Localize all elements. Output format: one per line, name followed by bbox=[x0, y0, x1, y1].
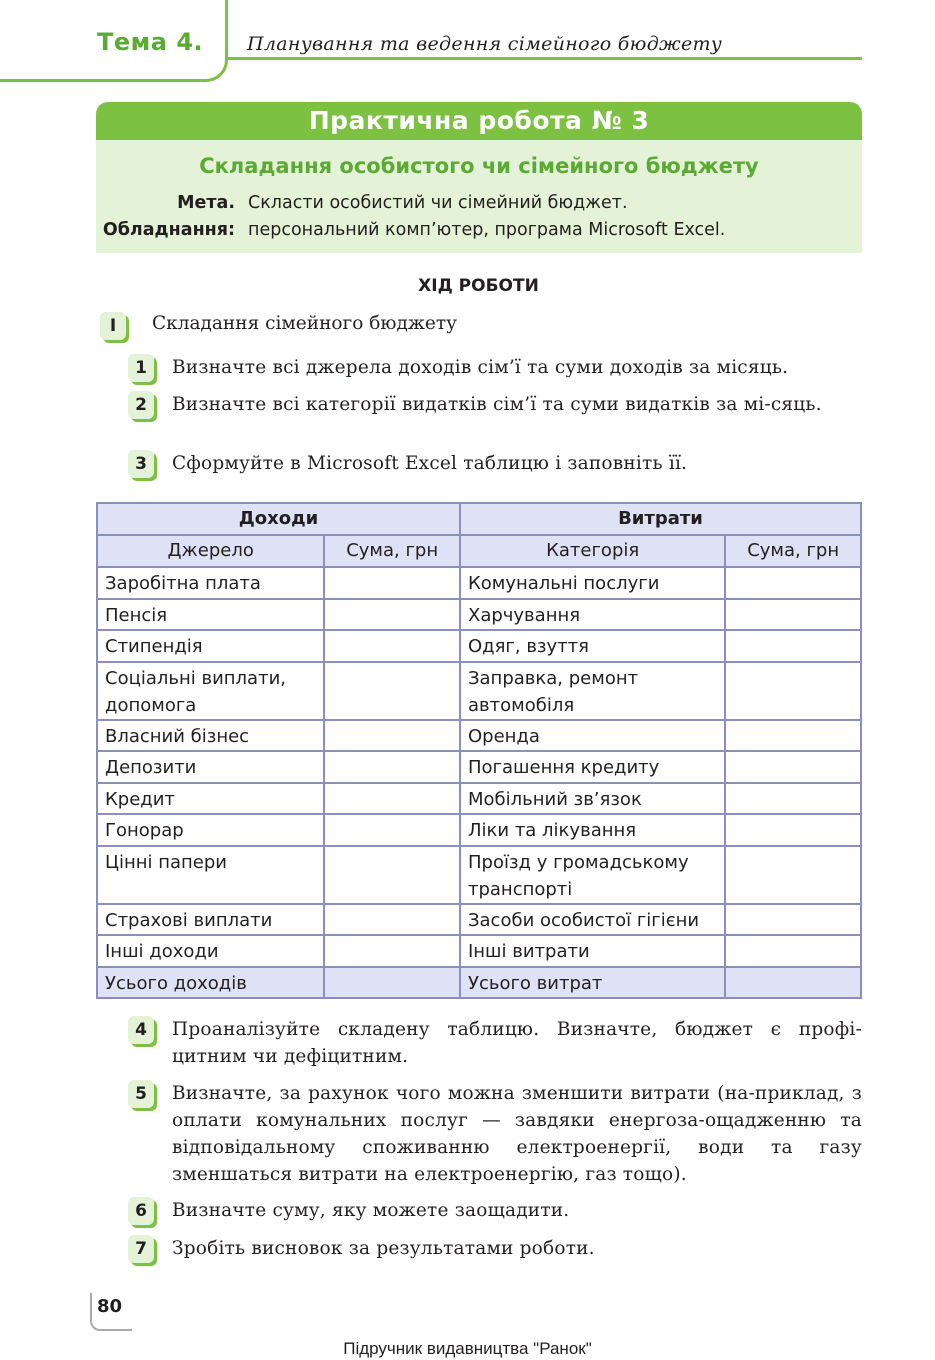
section-badge: I bbox=[100, 312, 126, 340]
expense-category: Заправка, ремонт автомобіля bbox=[460, 662, 725, 720]
income-sum-cell[interactable] bbox=[324, 720, 460, 752]
publisher-footer: Підручник видавництва "Ранок" bbox=[343, 1339, 592, 1358]
expense-category: Комунальні послуги bbox=[460, 567, 725, 599]
income-total-cell[interactable] bbox=[324, 967, 460, 999]
income-sum-cell[interactable] bbox=[324, 846, 460, 904]
expense-sum-cell[interactable] bbox=[725, 751, 861, 783]
income-source: Страхові виплати bbox=[97, 904, 324, 936]
expense-category: Мобільний зв’язок bbox=[460, 783, 725, 815]
expense-sum-cell[interactable] bbox=[725, 783, 861, 815]
income-sum-cell[interactable] bbox=[324, 904, 460, 936]
table-row bbox=[97, 599, 861, 631]
expense-category: Проїзд у громадському транспорті bbox=[460, 846, 725, 904]
procedure-title: ХІД РОБОТИ bbox=[418, 276, 539, 296]
task-text: Сформуйте в Microsoft Excel таблицю і заповніть її. bbox=[172, 453, 688, 474]
expense-category: Інші витрати bbox=[460, 935, 725, 967]
col-expense-sum: Сума, грн bbox=[725, 535, 861, 567]
table-row bbox=[97, 662, 861, 720]
income-source: Гонорар bbox=[97, 814, 324, 846]
goal-label: Мета. bbox=[177, 193, 235, 213]
expense-sum-cell[interactable] bbox=[725, 662, 861, 720]
table-total-row bbox=[97, 967, 861, 999]
expense-category: Оренда bbox=[460, 720, 725, 752]
section-title: Складання сімейного бюджету bbox=[152, 313, 457, 334]
equipment-text: персональний комп’ютер, програма Microsoft Excel. bbox=[248, 220, 726, 240]
chapter-title: Планування та ведення сімейного бюджету bbox=[247, 33, 723, 55]
budget-table bbox=[96, 502, 862, 999]
expense-sum-cell[interactable] bbox=[725, 814, 861, 846]
expense-header: Витрати bbox=[460, 503, 861, 535]
income-source: Депозити bbox=[97, 751, 324, 783]
income-source: Цінні папери bbox=[97, 846, 324, 904]
expense-sum-cell[interactable] bbox=[725, 846, 861, 904]
table-row bbox=[97, 720, 861, 752]
expense-sum-cell[interactable] bbox=[725, 935, 861, 967]
table-row bbox=[97, 814, 861, 846]
income-source: Інші доходи bbox=[97, 935, 324, 967]
col-category: Категорія bbox=[460, 535, 725, 567]
income-sum-cell[interactable] bbox=[324, 751, 460, 783]
income-source: Пенсія bbox=[97, 599, 324, 631]
task-badge: 6 bbox=[128, 1197, 154, 1225]
page-number: 80 bbox=[90, 1293, 132, 1331]
expense-total-cell[interactable] bbox=[725, 967, 861, 999]
income-header: Доходи bbox=[97, 503, 460, 535]
task-badge: 3 bbox=[128, 450, 154, 478]
income-source: Заробітна плата bbox=[97, 567, 324, 599]
table-row bbox=[97, 567, 861, 599]
task-text: Проаналізуйте складену таблицю. Визначте, бюджет є профі-цитним чи дефіцитним. bbox=[172, 1019, 862, 1067]
expense-category: Харчування bbox=[460, 599, 725, 631]
expense-category: Ліки та лікування bbox=[460, 814, 725, 846]
income-sum-cell[interactable] bbox=[324, 783, 460, 815]
task-badge: 2 bbox=[128, 391, 154, 419]
task-badge: 7 bbox=[128, 1235, 154, 1263]
equipment-label: Обладнання: bbox=[102, 220, 235, 240]
income-sum-cell[interactable] bbox=[324, 935, 460, 967]
income-total-label: Усього доходів bbox=[97, 967, 324, 999]
task-text: Визначте всі категорії видатків сім’ї та суми видатків за мі-сяць. bbox=[172, 394, 822, 415]
income-sum-cell[interactable] bbox=[324, 567, 460, 599]
table-row bbox=[97, 783, 861, 815]
table-row bbox=[97, 904, 861, 936]
income-sum-cell[interactable] bbox=[324, 814, 460, 846]
task-text: Зробіть висновок за результатами роботи. bbox=[172, 1238, 595, 1259]
table-row bbox=[97, 846, 861, 904]
expense-sum-cell[interactable] bbox=[725, 599, 861, 631]
col-source: Джерело bbox=[97, 535, 324, 567]
expense-sum-cell[interactable] bbox=[725, 630, 861, 662]
income-sum-cell[interactable] bbox=[324, 662, 460, 720]
income-source: Кредит bbox=[97, 783, 324, 815]
expense-category: Засоби особистої гігієни bbox=[460, 904, 725, 936]
expense-category: Погашення кредиту bbox=[460, 751, 725, 783]
practical-work-topic: Складання особистого чи сімейного бюджету bbox=[199, 154, 759, 178]
task-badge: 5 bbox=[128, 1080, 154, 1108]
income-sum-cell[interactable] bbox=[324, 599, 460, 631]
col-income-sum: Сума, грн bbox=[324, 535, 460, 567]
practical-work-box bbox=[96, 102, 862, 253]
expense-sum-cell[interactable] bbox=[725, 720, 861, 752]
practical-work-heading: Практична робота № 3 bbox=[96, 102, 862, 140]
task-badge: 1 bbox=[128, 354, 154, 382]
income-sum-cell[interactable] bbox=[324, 630, 460, 662]
table-row bbox=[97, 935, 861, 967]
table-row bbox=[97, 751, 861, 783]
table-row bbox=[97, 630, 861, 662]
task-text: Визначте всі джерела доходів сім’ї та суми доходів за місяць. bbox=[172, 357, 789, 378]
task-text: Визначте суму, яку можете заощадити. bbox=[172, 1200, 570, 1221]
income-source: Власний бізнес bbox=[97, 720, 324, 752]
theme-label: Тема 4. bbox=[97, 28, 204, 56]
task-text: Визначте, за рахунок чого можна зменшити витрати (на-приклад, з оплати комунальних послуг — завдяки енергоза-ощадженню та відповідальному споживанню електроенергії, води та газу зменшаться витрати на електроенергію, газ тощо). bbox=[172, 1083, 862, 1185]
expense-sum-cell[interactable] bbox=[725, 567, 861, 599]
income-source: Стипендія bbox=[97, 630, 324, 662]
expense-sum-cell[interactable] bbox=[725, 904, 861, 936]
task-badge: 4 bbox=[128, 1016, 154, 1044]
expense-total-label: Усього витрат bbox=[460, 967, 725, 999]
header-divider bbox=[226, 57, 862, 60]
income-source: Соціальні виплати, допомога bbox=[97, 662, 324, 720]
goal-text: Скласти особистий чи сімейний бюджет. bbox=[248, 193, 628, 213]
expense-category: Одяг, взуття bbox=[460, 630, 725, 662]
